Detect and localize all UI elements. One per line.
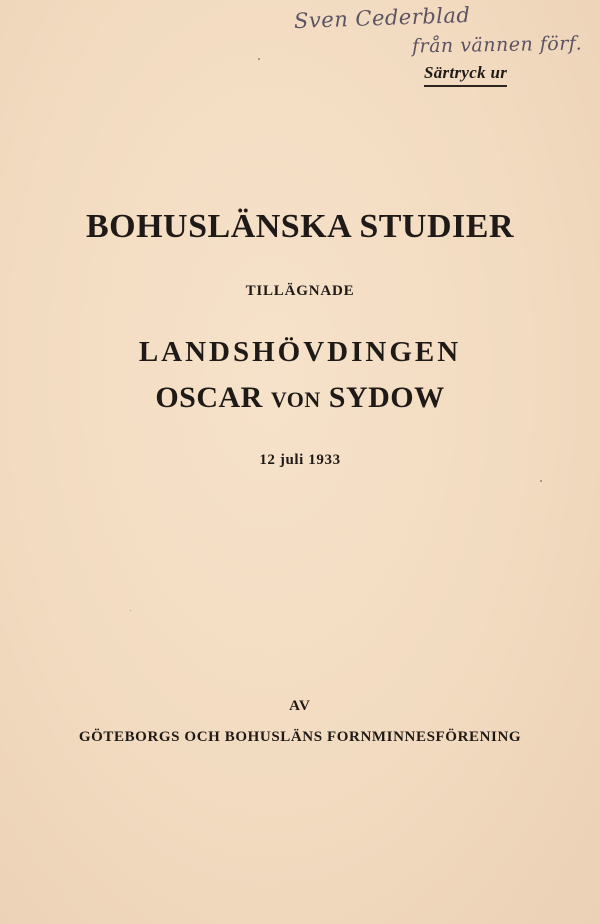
honoree-surname: SYDOW [328, 381, 445, 414]
by-line: AV [289, 698, 311, 714]
date-line: 12 juli 1933 [259, 452, 341, 468]
handwritten-inscription [290, 4, 590, 64]
inscription-recipient: Sven Cederblad [293, 2, 471, 34]
honoree-name [0, 381, 600, 415]
honoree-title: LANDSHÖVDINGEN [138, 336, 462, 368]
publisher-name: GÖTEBORGS OCH BOHUSLÄNS FORNMINNESFÖRENING [78, 729, 522, 745]
inscription-dedication: från vännen förf. [411, 32, 583, 58]
honoree-particle: VON [270, 387, 321, 412]
paper-speck [130, 610, 131, 611]
main-title: BOHUSLÄNSKA STUDIER [85, 208, 514, 245]
offprint-label: Särtryck ur [424, 63, 507, 87]
dedication-line: TILLÄGNADE [245, 283, 355, 299]
paper-speck [258, 58, 260, 60]
honoree-first-name: OSCAR [155, 381, 263, 414]
paper-speck [540, 480, 542, 482]
